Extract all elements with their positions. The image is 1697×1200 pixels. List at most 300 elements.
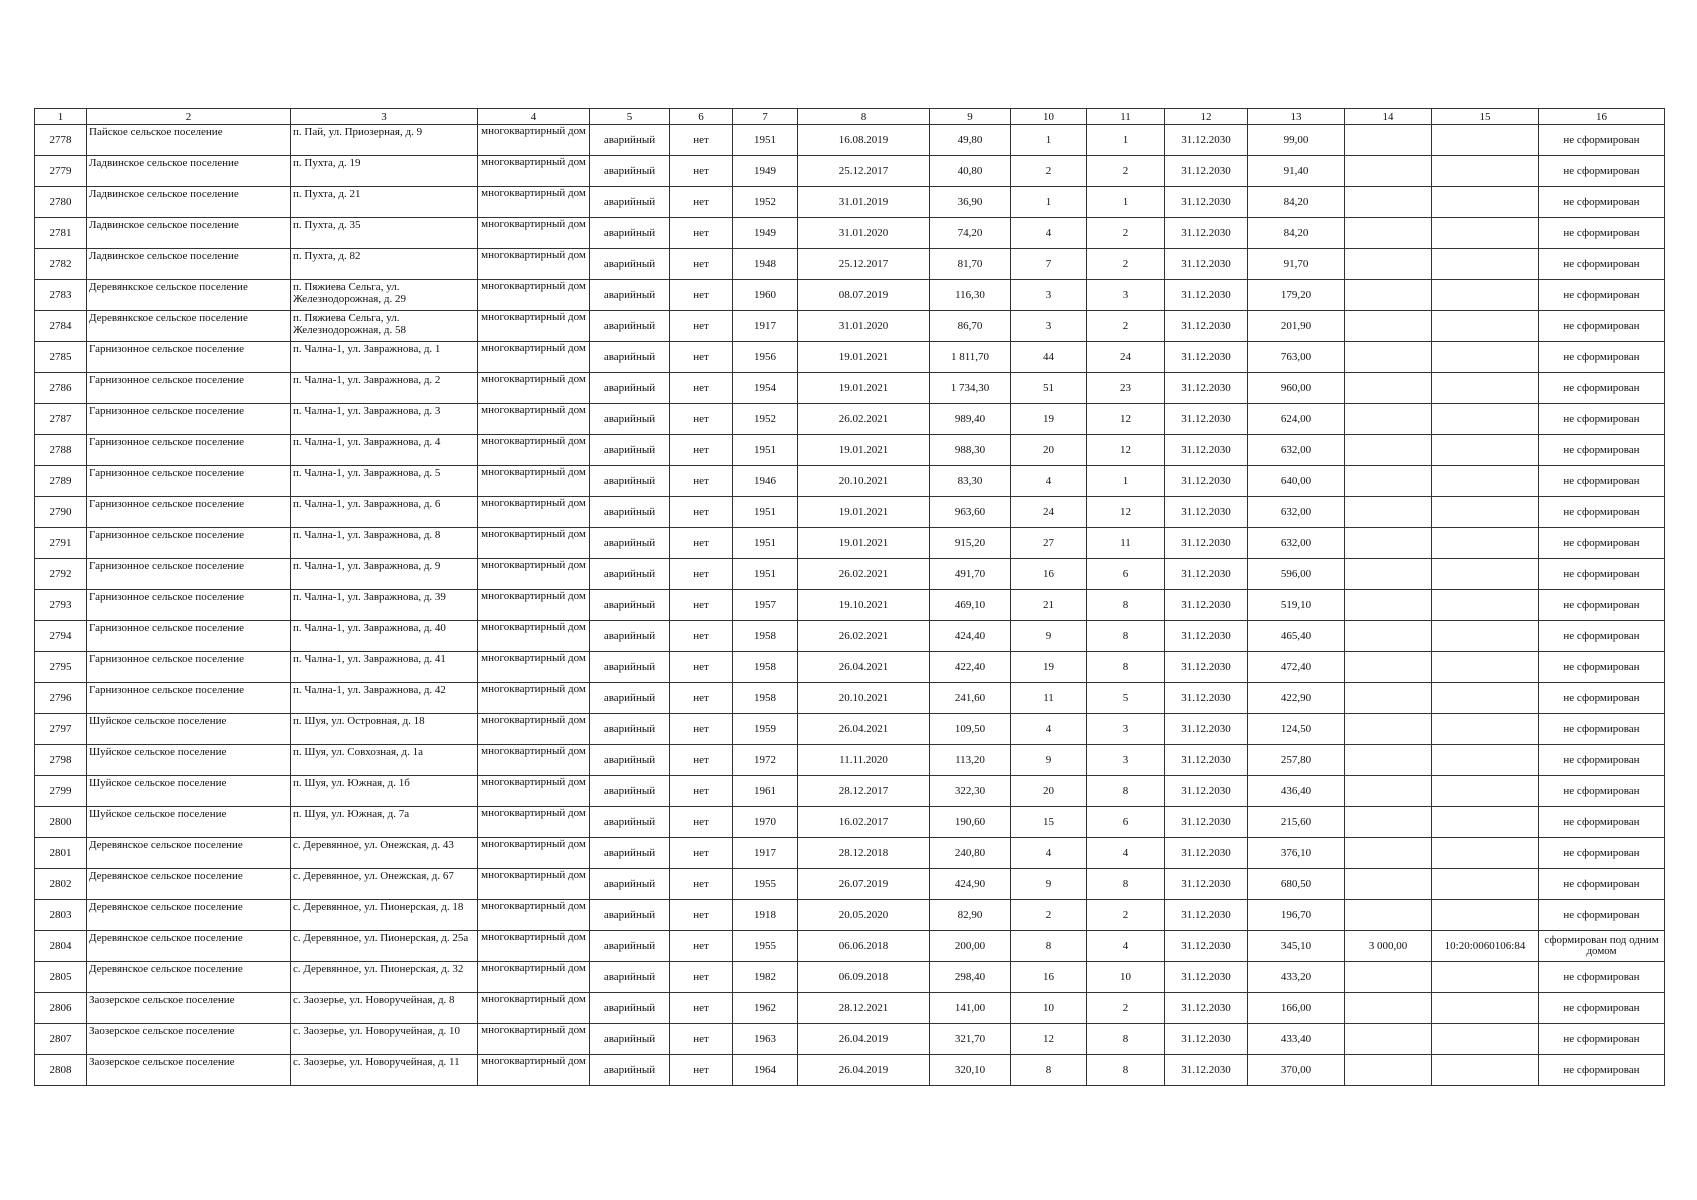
planned-resettlement-date: 31.12.2030 (1165, 621, 1248, 652)
land-plot-area: 3 000,00 (1345, 931, 1432, 962)
land-plot-area (1345, 497, 1432, 528)
year-built: 1917 (733, 838, 798, 869)
row-number: 2802 (35, 869, 87, 900)
column-number: 12 (1165, 109, 1248, 125)
residents-count: 3 (1011, 311, 1087, 342)
table-row (35, 125, 1665, 156)
row-number: 2807 (35, 1024, 87, 1055)
cultural-heritage-flag: нет (670, 900, 733, 931)
building-type: многоквартирный дом (478, 497, 590, 528)
year-built: 1917 (733, 311, 798, 342)
total-area: 321,70 (930, 1024, 1011, 1055)
land-area-value: 433,40 (1248, 1024, 1345, 1055)
land-plot-area (1345, 838, 1432, 869)
planned-resettlement-date: 31.12.2030 (1165, 466, 1248, 497)
residents-count: 12 (1011, 1024, 1087, 1055)
cadastral-number (1432, 900, 1539, 931)
year-built: 1961 (733, 776, 798, 807)
condition-status: аварийный (590, 993, 670, 1024)
year-built: 1959 (733, 714, 798, 745)
planned-resettlement-date: 31.12.2030 (1165, 869, 1248, 900)
planned-resettlement-date: 31.12.2030 (1165, 683, 1248, 714)
residents-count: 24 (1011, 497, 1087, 528)
settlement-name: Деревянское сельское поселение (87, 900, 291, 931)
address: с. Деревянное, ул. Онежская, д. 43 (291, 838, 478, 869)
table-row (35, 435, 1665, 466)
building-type: многоквартирный дом (478, 280, 590, 311)
planned-resettlement-date: 31.12.2030 (1165, 590, 1248, 621)
column-number: 11 (1087, 109, 1165, 125)
total-area: 491,70 (930, 559, 1011, 590)
recognition-date: 26.02.2021 (798, 621, 930, 652)
year-built: 1954 (733, 373, 798, 404)
cultural-heritage-flag: нет (670, 249, 733, 280)
land-area-value: 632,00 (1248, 528, 1345, 559)
residents-count: 4 (1011, 838, 1087, 869)
cadastral-number (1432, 187, 1539, 218)
cadastral-number (1432, 714, 1539, 745)
land-plot-area (1345, 962, 1432, 993)
cadastral-number (1432, 466, 1539, 497)
cultural-heritage-flag: нет (670, 807, 733, 838)
condition-status: аварийный (590, 807, 670, 838)
year-built: 1956 (733, 342, 798, 373)
address: п. Чална-1, ул. Завражнова, д. 1 (291, 342, 478, 373)
column-number: 6 (670, 109, 733, 125)
year-built: 1958 (733, 683, 798, 714)
table-row (35, 311, 1665, 342)
table-row (35, 590, 1665, 621)
land-area-value: 84,20 (1248, 187, 1345, 218)
building-type: многоквартирный дом (478, 218, 590, 249)
residents-count: 16 (1011, 962, 1087, 993)
cadastral-number (1432, 807, 1539, 838)
cadastral-number (1432, 869, 1539, 900)
building-type: многоквартирный дом (478, 745, 590, 776)
cultural-heritage-flag: нет (670, 218, 733, 249)
land-plot-status: не сформирован (1539, 218, 1665, 249)
table-row (35, 1055, 1665, 1086)
settlement-name: Гарнизонное сельское поселение (87, 373, 291, 404)
recognition-date: 19.01.2021 (798, 373, 930, 404)
land-plot-status: не сформирован (1539, 187, 1665, 218)
apartments-count: 8 (1087, 869, 1165, 900)
settlement-name: Гарнизонное сельское поселение (87, 559, 291, 590)
land-plot-status: не сформирован (1539, 993, 1665, 1024)
planned-resettlement-date: 31.12.2030 (1165, 900, 1248, 931)
cadastral-number (1432, 621, 1539, 652)
planned-resettlement-date: 31.12.2030 (1165, 652, 1248, 683)
land-area-value: 433,20 (1248, 962, 1345, 993)
planned-resettlement-date: 31.12.2030 (1165, 838, 1248, 869)
apartments-count: 3 (1087, 714, 1165, 745)
address: с. Заозерье, ул. Новоручейная, д. 8 (291, 993, 478, 1024)
apartments-count: 1 (1087, 187, 1165, 218)
land-plot-area (1345, 435, 1432, 466)
residents-count: 15 (1011, 807, 1087, 838)
year-built: 1964 (733, 1055, 798, 1086)
year-built: 1948 (733, 249, 798, 280)
total-area: 240,80 (930, 838, 1011, 869)
settlement-name: Шуйское сельское поселение (87, 714, 291, 745)
apartments-count: 5 (1087, 683, 1165, 714)
settlement-name: Гарнизонное сельское поселение (87, 342, 291, 373)
residents-count: 8 (1011, 931, 1087, 962)
planned-resettlement-date: 31.12.2030 (1165, 962, 1248, 993)
row-number: 2794 (35, 621, 87, 652)
planned-resettlement-date: 31.12.2030 (1165, 280, 1248, 311)
apartments-count: 2 (1087, 993, 1165, 1024)
column-number: 2 (87, 109, 291, 125)
apartments-count: 6 (1087, 807, 1165, 838)
cadastral-number (1432, 156, 1539, 187)
apartments-count: 1 (1087, 466, 1165, 497)
planned-resettlement-date: 31.12.2030 (1165, 404, 1248, 435)
land-plot-status: не сформирован (1539, 652, 1665, 683)
building-type: многоквартирный дом (478, 156, 590, 187)
address: п. Пухта, д. 82 (291, 249, 478, 280)
cadastral-number (1432, 311, 1539, 342)
land-plot-area (1345, 249, 1432, 280)
residents-count: 4 (1011, 714, 1087, 745)
land-area-value: 632,00 (1248, 497, 1345, 528)
address: п. Чална-1, ул. Завражнова, д. 9 (291, 559, 478, 590)
cultural-heritage-flag: нет (670, 590, 733, 621)
row-number: 2790 (35, 497, 87, 528)
settlement-name: Заозерское сельское поселение (87, 1055, 291, 1086)
land-area-value: 960,00 (1248, 373, 1345, 404)
cadastral-number (1432, 776, 1539, 807)
row-number: 2795 (35, 652, 87, 683)
recognition-date: 19.01.2021 (798, 497, 930, 528)
land-area-value: 201,90 (1248, 311, 1345, 342)
row-number: 2798 (35, 745, 87, 776)
total-area: 113,20 (930, 745, 1011, 776)
row-number: 2780 (35, 187, 87, 218)
recognition-date: 26.04.2019 (798, 1024, 930, 1055)
cultural-heritage-flag: нет (670, 776, 733, 807)
total-area: 322,30 (930, 776, 1011, 807)
year-built: 1960 (733, 280, 798, 311)
year-built: 1955 (733, 869, 798, 900)
cultural-heritage-flag: нет (670, 435, 733, 466)
planned-resettlement-date: 31.12.2030 (1165, 342, 1248, 373)
settlement-name: Заозерское сельское поселение (87, 993, 291, 1024)
column-number: 16 (1539, 109, 1665, 125)
row-number: 2787 (35, 404, 87, 435)
building-type: многоквартирный дом (478, 249, 590, 280)
planned-resettlement-date: 31.12.2030 (1165, 993, 1248, 1024)
cultural-heritage-flag: нет (670, 528, 733, 559)
building-type: многоквартирный дом (478, 125, 590, 156)
planned-resettlement-date: 31.12.2030 (1165, 187, 1248, 218)
row-number: 2792 (35, 559, 87, 590)
total-area: 298,40 (930, 962, 1011, 993)
land-plot-status: не сформирован (1539, 559, 1665, 590)
column-number: 1 (35, 109, 87, 125)
residents-count: 20 (1011, 435, 1087, 466)
land-plot-status: сформирован под одним домом (1539, 931, 1665, 962)
condition-status: аварийный (590, 404, 670, 435)
column-number: 15 (1432, 109, 1539, 125)
column-number-row (35, 109, 1665, 125)
condition-status: аварийный (590, 838, 670, 869)
condition-status: аварийный (590, 342, 670, 373)
apartments-count: 8 (1087, 1024, 1165, 1055)
recognition-date: 25.12.2017 (798, 249, 930, 280)
settlement-name: Деревянкское сельское поселение (87, 280, 291, 311)
land-area-value: 465,40 (1248, 621, 1345, 652)
planned-resettlement-date: 31.12.2030 (1165, 1055, 1248, 1086)
land-area-value: 436,40 (1248, 776, 1345, 807)
residents-count: 16 (1011, 559, 1087, 590)
apartments-count: 3 (1087, 280, 1165, 311)
building-type: многоквартирный дом (478, 776, 590, 807)
table-body (35, 109, 1665, 1086)
apartments-count: 8 (1087, 621, 1165, 652)
recognition-date: 26.04.2019 (798, 1055, 930, 1086)
address: п. Чална-1, ул. Завражнова, д. 41 (291, 652, 478, 683)
building-type: многоквартирный дом (478, 931, 590, 962)
total-area: 116,30 (930, 280, 1011, 311)
cultural-heritage-flag: нет (670, 993, 733, 1024)
land-area-value: 370,00 (1248, 1055, 1345, 1086)
row-number: 2783 (35, 280, 87, 311)
land-plot-area (1345, 218, 1432, 249)
table-row (35, 621, 1665, 652)
column-number: 9 (930, 109, 1011, 125)
planned-resettlement-date: 31.12.2030 (1165, 776, 1248, 807)
condition-status: аварийный (590, 559, 670, 590)
land-plot-status: не сформирован (1539, 497, 1665, 528)
column-number: 5 (590, 109, 670, 125)
total-area: 190,60 (930, 807, 1011, 838)
apartments-count: 2 (1087, 156, 1165, 187)
cadastral-number (1432, 125, 1539, 156)
address: п. Чална-1, ул. Завражнова, д. 3 (291, 404, 478, 435)
planned-resettlement-date: 31.12.2030 (1165, 559, 1248, 590)
address: п. Чална-1, ул. Завражнова, д. 5 (291, 466, 478, 497)
land-plot-status: не сформирован (1539, 1024, 1665, 1055)
land-plot-status: не сформирован (1539, 156, 1665, 187)
year-built: 1951 (733, 559, 798, 590)
condition-status: аварийный (590, 1055, 670, 1086)
recognition-date: 31.01.2020 (798, 311, 930, 342)
year-built: 1951 (733, 528, 798, 559)
recognition-date: 16.02.2017 (798, 807, 930, 838)
land-plot-area (1345, 187, 1432, 218)
recognition-date: 20.10.2021 (798, 683, 930, 714)
settlement-name: Шуйское сельское поселение (87, 807, 291, 838)
apartments-count: 12 (1087, 497, 1165, 528)
condition-status: аварийный (590, 590, 670, 621)
land-plot-area (1345, 373, 1432, 404)
cultural-heritage-flag: нет (670, 466, 733, 497)
address: п. Шуя, ул. Совхозная, д. 1а (291, 745, 478, 776)
planned-resettlement-date: 31.12.2030 (1165, 156, 1248, 187)
condition-status: аварийный (590, 156, 670, 187)
cadastral-number (1432, 218, 1539, 249)
total-area: 83,30 (930, 466, 1011, 497)
column-number: 13 (1248, 109, 1345, 125)
land-plot-status: не сформирован (1539, 404, 1665, 435)
address: с. Деревянное, ул. Пионерская, д. 32 (291, 962, 478, 993)
land-plot-area (1345, 404, 1432, 435)
total-area: 1 734,30 (930, 373, 1011, 404)
land-plot-status: не сформирован (1539, 869, 1665, 900)
residents-count: 19 (1011, 404, 1087, 435)
condition-status: аварийный (590, 187, 670, 218)
table-row (35, 373, 1665, 404)
row-number: 2788 (35, 435, 87, 466)
row-number: 2781 (35, 218, 87, 249)
table-row (35, 962, 1665, 993)
building-type: многоквартирный дом (478, 683, 590, 714)
table-row (35, 838, 1665, 869)
building-type: многоквартирный дом (478, 590, 590, 621)
land-area-value: 422,90 (1248, 683, 1345, 714)
building-type: многоквартирный дом (478, 311, 590, 342)
year-built: 1972 (733, 745, 798, 776)
cultural-heritage-flag: нет (670, 838, 733, 869)
land-plot-area (1345, 869, 1432, 900)
land-plot-area (1345, 621, 1432, 652)
residents-count: 9 (1011, 869, 1087, 900)
total-area: 40,80 (930, 156, 1011, 187)
total-area: 241,60 (930, 683, 1011, 714)
land-plot-area (1345, 1055, 1432, 1086)
condition-status: аварийный (590, 714, 670, 745)
building-type: многоквартирный дом (478, 435, 590, 466)
table-row (35, 652, 1665, 683)
recognition-date: 19.01.2021 (798, 435, 930, 466)
year-built: 1951 (733, 435, 798, 466)
cadastral-number: 10:20:0060106:84 (1432, 931, 1539, 962)
address: п. Пяжиева Сельга, ул. Железнодорожная, д. 58 (291, 311, 478, 342)
settlement-name: Деревянское сельское поселение (87, 962, 291, 993)
total-area: 320,10 (930, 1055, 1011, 1086)
settlement-name: Ладвинское сельское поселение (87, 187, 291, 218)
recognition-date: 31.01.2019 (798, 187, 930, 218)
total-area: 82,90 (930, 900, 1011, 931)
cadastral-number (1432, 528, 1539, 559)
year-built: 1982 (733, 962, 798, 993)
land-plot-area (1345, 528, 1432, 559)
column-number: 4 (478, 109, 590, 125)
total-area: 989,40 (930, 404, 1011, 435)
address: п. Пухта, д. 35 (291, 218, 478, 249)
cultural-heritage-flag: нет (670, 869, 733, 900)
cadastral-number (1432, 590, 1539, 621)
land-plot-area (1345, 652, 1432, 683)
settlement-name: Гарнизонное сельское поселение (87, 497, 291, 528)
recognition-date: 19.01.2021 (798, 342, 930, 373)
cultural-heritage-flag: нет (670, 745, 733, 776)
row-number: 2786 (35, 373, 87, 404)
apartments-count: 2 (1087, 311, 1165, 342)
land-plot-status: не сформирован (1539, 342, 1665, 373)
address: п. Чална-1, ул. Завражнова, д. 2 (291, 373, 478, 404)
apartments-count: 24 (1087, 342, 1165, 373)
land-plot-area (1345, 993, 1432, 1024)
cultural-heritage-flag: нет (670, 280, 733, 311)
apartments-count: 8 (1087, 1055, 1165, 1086)
address: п. Шуя, ул. Островная, д. 18 (291, 714, 478, 745)
condition-status: аварийный (590, 528, 670, 559)
land-area-value: 640,00 (1248, 466, 1345, 497)
building-type: многоквартирный дом (478, 993, 590, 1024)
column-number: 10 (1011, 109, 1087, 125)
row-number: 2804 (35, 931, 87, 962)
planned-resettlement-date: 31.12.2030 (1165, 435, 1248, 466)
total-area: 424,90 (930, 869, 1011, 900)
land-plot-area (1345, 745, 1432, 776)
recognition-date: 06.09.2018 (798, 962, 930, 993)
cultural-heritage-flag: нет (670, 373, 733, 404)
recognition-date: 26.02.2021 (798, 559, 930, 590)
residents-count: 8 (1011, 1055, 1087, 1086)
column-number: 14 (1345, 109, 1432, 125)
condition-status: аварийный (590, 869, 670, 900)
row-number: 2778 (35, 125, 87, 156)
table-row (35, 807, 1665, 838)
cultural-heritage-flag: нет (670, 404, 733, 435)
land-plot-area (1345, 900, 1432, 931)
table-row (35, 342, 1665, 373)
apartments-count: 23 (1087, 373, 1165, 404)
year-built: 1970 (733, 807, 798, 838)
cadastral-number (1432, 745, 1539, 776)
row-number: 2793 (35, 590, 87, 621)
year-built: 1918 (733, 900, 798, 931)
residents-count: 11 (1011, 683, 1087, 714)
residents-count: 4 (1011, 466, 1087, 497)
total-area: 915,20 (930, 528, 1011, 559)
settlement-name: Деревянское сельское поселение (87, 869, 291, 900)
recognition-date: 19.01.2021 (798, 528, 930, 559)
table-row (35, 559, 1665, 590)
table-row (35, 931, 1665, 962)
land-plot-area (1345, 342, 1432, 373)
land-area-value: 376,10 (1248, 838, 1345, 869)
cultural-heritage-flag: нет (670, 1024, 733, 1055)
land-plot-status: не сформирован (1539, 590, 1665, 621)
planned-resettlement-date: 31.12.2030 (1165, 1024, 1248, 1055)
building-type: многоквартирный дом (478, 404, 590, 435)
table-row (35, 683, 1665, 714)
residents-count: 21 (1011, 590, 1087, 621)
residents-count: 44 (1011, 342, 1087, 373)
total-area: 141,00 (930, 993, 1011, 1024)
land-area-value: 215,60 (1248, 807, 1345, 838)
settlement-name: Гарнизонное сельское поселение (87, 528, 291, 559)
row-number: 2799 (35, 776, 87, 807)
address: п. Чална-1, ул. Завражнова, д. 42 (291, 683, 478, 714)
table-row (35, 404, 1665, 435)
settlement-name: Шуйское сельское поселение (87, 745, 291, 776)
residents-count: 1 (1011, 187, 1087, 218)
cultural-heritage-flag: нет (670, 125, 733, 156)
land-plot-area (1345, 776, 1432, 807)
total-area: 109,50 (930, 714, 1011, 745)
row-number: 2808 (35, 1055, 87, 1086)
row-number: 2797 (35, 714, 87, 745)
land-area-value: 99,00 (1248, 125, 1345, 156)
land-plot-status: не сформирован (1539, 900, 1665, 931)
land-plot-status: не сформирован (1539, 745, 1665, 776)
recognition-date: 28.12.2017 (798, 776, 930, 807)
total-area: 988,30 (930, 435, 1011, 466)
